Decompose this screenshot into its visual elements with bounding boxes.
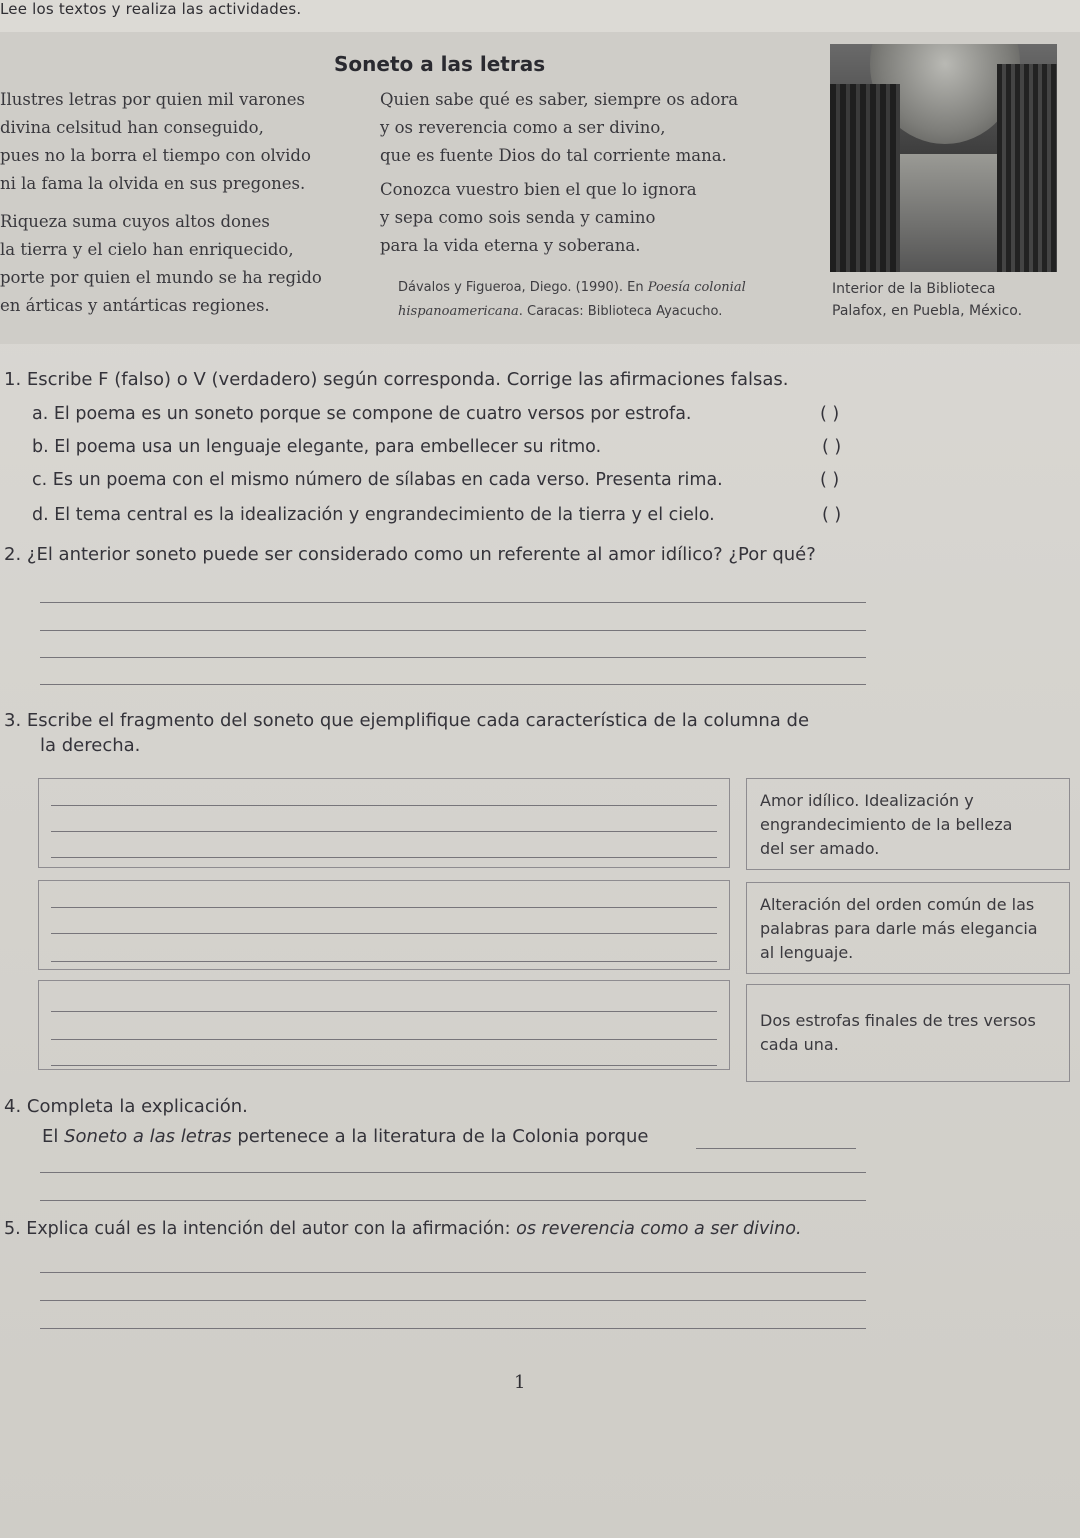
question-1-item-a xyxy=(32,404,692,424)
question-1-item-b xyxy=(32,437,601,457)
question-5-prompt xyxy=(4,1219,802,1239)
fragment-answer-box-1[interactable] xyxy=(38,778,730,868)
verse: para la vida eterna y soberana. xyxy=(380,236,641,255)
verse: y sepa como sois senda y camino xyxy=(380,208,656,227)
item-letter: b. xyxy=(32,437,49,457)
verse: Quien sabe qué es saber, siempre os adora xyxy=(380,90,739,109)
poem-stanza-3 xyxy=(380,86,738,170)
prompt-quote: os reverencia como a ser divino. xyxy=(516,1219,802,1239)
instructions-heading: Lee los textos y realiza las actividades. xyxy=(0,0,302,18)
caption-line: Interior de la Biblioteca xyxy=(832,281,996,297)
answer-line[interactable] xyxy=(51,1065,717,1066)
characteristic-text: engrandecimiento de la belleza xyxy=(760,815,1013,834)
question-4-prompt: 4. Completa la explicación. xyxy=(4,1096,248,1117)
answer-box-a[interactable]: ( ) xyxy=(820,404,840,424)
answer-line[interactable] xyxy=(40,1328,866,1329)
sentence-text: El xyxy=(42,1126,65,1147)
poem-stanza-1 xyxy=(0,86,311,198)
caption-line: Palafox, en Puebla, México. xyxy=(832,303,1023,319)
question-3-prompt-cont: la derecha. xyxy=(40,735,141,756)
verse: en árticas y antárticas regiones. xyxy=(0,296,270,315)
answer-line[interactable] xyxy=(40,630,866,631)
photo-bookshelf-left xyxy=(830,84,900,272)
item-text: El poema es un soneto porque se compone de cuatro versos por estrofa. xyxy=(53,404,692,424)
photo-bookshelf-right xyxy=(997,64,1057,272)
characteristic-box-3 xyxy=(746,984,1070,1082)
page-number: 1 xyxy=(514,1372,526,1393)
characteristic-text: Alteración del orden común de las xyxy=(760,895,1035,914)
item-letter: d. xyxy=(32,505,49,525)
answer-line[interactable] xyxy=(51,961,717,962)
poem-citation xyxy=(398,276,746,324)
verse: ni la fama la olvida en sus pregones. xyxy=(0,174,306,193)
answer-line[interactable] xyxy=(40,602,866,603)
question-1-item-c xyxy=(32,470,723,490)
answer-box-b[interactable]: ( ) xyxy=(822,437,842,457)
question-1-prompt: 1. Escribe F (falso) o V (verdadero) según corresponda. Corrige las afirmaciones falsas. xyxy=(4,369,789,390)
item-letter: c. xyxy=(32,470,48,490)
verse: Ilustres letras por quien mil varones xyxy=(0,90,306,109)
sentence-text: pertenece a la literatura de la Colonia porque xyxy=(231,1126,649,1147)
item-text: Es un poema con el mismo número de sílabas en cada verso. Presenta rima. xyxy=(52,470,723,490)
library-photo xyxy=(830,44,1057,272)
answer-line[interactable] xyxy=(51,933,717,934)
answer-line[interactable] xyxy=(51,805,717,806)
poem-stanza-4 xyxy=(380,176,697,260)
citation-text: Dávalos y Figueroa, Diego. (1990). En xyxy=(398,280,648,295)
characteristic-box-1 xyxy=(746,778,1070,870)
answer-line[interactable] xyxy=(51,1011,717,1012)
item-text: El poema usa un lenguaje elegante, para embellecer su ritmo. xyxy=(54,437,602,457)
verse: divina celsitud han conseguido, xyxy=(0,118,264,137)
answer-line[interactable] xyxy=(40,1272,866,1273)
verse: Riqueza suma cuyos altos dones xyxy=(0,212,270,231)
verse: Conozca vuestro bien el que lo ignora xyxy=(380,180,697,199)
answer-box-c[interactable]: ( ) xyxy=(820,470,840,490)
question-1-item-d xyxy=(32,505,715,525)
prompt-text: 5. Explica cuál es la intención del autor con la afirmación: xyxy=(4,1219,517,1239)
question-2-prompt: 2. ¿El anterior soneto puede ser considerado como un referente al amor idílico? ¿Por qué? xyxy=(4,544,816,565)
answer-line[interactable] xyxy=(40,1172,866,1173)
sentence-work-title: Soneto a las letras xyxy=(64,1126,232,1147)
characteristic-text: al lenguaje. xyxy=(760,943,854,962)
answer-line[interactable] xyxy=(40,1300,866,1301)
verse: la tierra y el cielo han enriquecido, xyxy=(0,240,294,259)
answer-line[interactable] xyxy=(51,831,717,832)
fragment-answer-box-2[interactable] xyxy=(38,880,730,970)
item-letter: a. xyxy=(32,404,49,424)
citation-book-title-cont: hispanoamericana xyxy=(398,304,519,319)
citation-publisher: . Caracas: Biblioteca Ayacucho. xyxy=(518,304,723,319)
answer-line[interactable] xyxy=(40,684,866,685)
verse: pues no la borra el tiempo con olvido xyxy=(0,146,311,165)
verse: porte por quien el mundo se ha regido xyxy=(0,268,322,287)
photo-hall xyxy=(900,154,997,272)
verse: y os reverencia como a ser divino, xyxy=(380,118,666,137)
answer-line[interactable] xyxy=(40,1200,866,1201)
characteristic-text: Amor idílico. Idealización y xyxy=(760,791,974,810)
characteristic-text: cada una. xyxy=(760,1035,839,1054)
characteristic-text: palabras para darle más elegancia xyxy=(760,919,1038,938)
characteristic-text: del ser amado. xyxy=(760,839,880,858)
characteristic-text: Dos estrofas finales de tres versos xyxy=(760,1011,1036,1030)
verse: que es fuente Dios do tal corriente mana. xyxy=(380,146,727,165)
answer-line[interactable] xyxy=(51,907,717,908)
question-4-sentence xyxy=(42,1126,648,1147)
citation-book-title: Poesía colonial xyxy=(647,280,746,295)
characteristic-box-2 xyxy=(746,882,1070,974)
answer-line[interactable] xyxy=(51,857,717,858)
poem-title: Soneto a las letras xyxy=(334,52,546,76)
answer-line[interactable] xyxy=(40,657,866,658)
photo-caption xyxy=(832,278,1022,322)
item-text: El tema central es la idealización y engrandecimiento de la tierra y el cielo. xyxy=(54,505,715,525)
fragment-answer-box-3[interactable] xyxy=(38,980,730,1070)
question-3-prompt: 3. Escribe el fragmento del soneto que ejemplifique cada característica de la columna de xyxy=(4,710,810,731)
answer-line[interactable] xyxy=(51,1039,717,1040)
answer-box-d[interactable]: ( ) xyxy=(822,505,842,525)
poem-stanza-2 xyxy=(0,208,322,320)
answer-line[interactable] xyxy=(696,1148,856,1149)
